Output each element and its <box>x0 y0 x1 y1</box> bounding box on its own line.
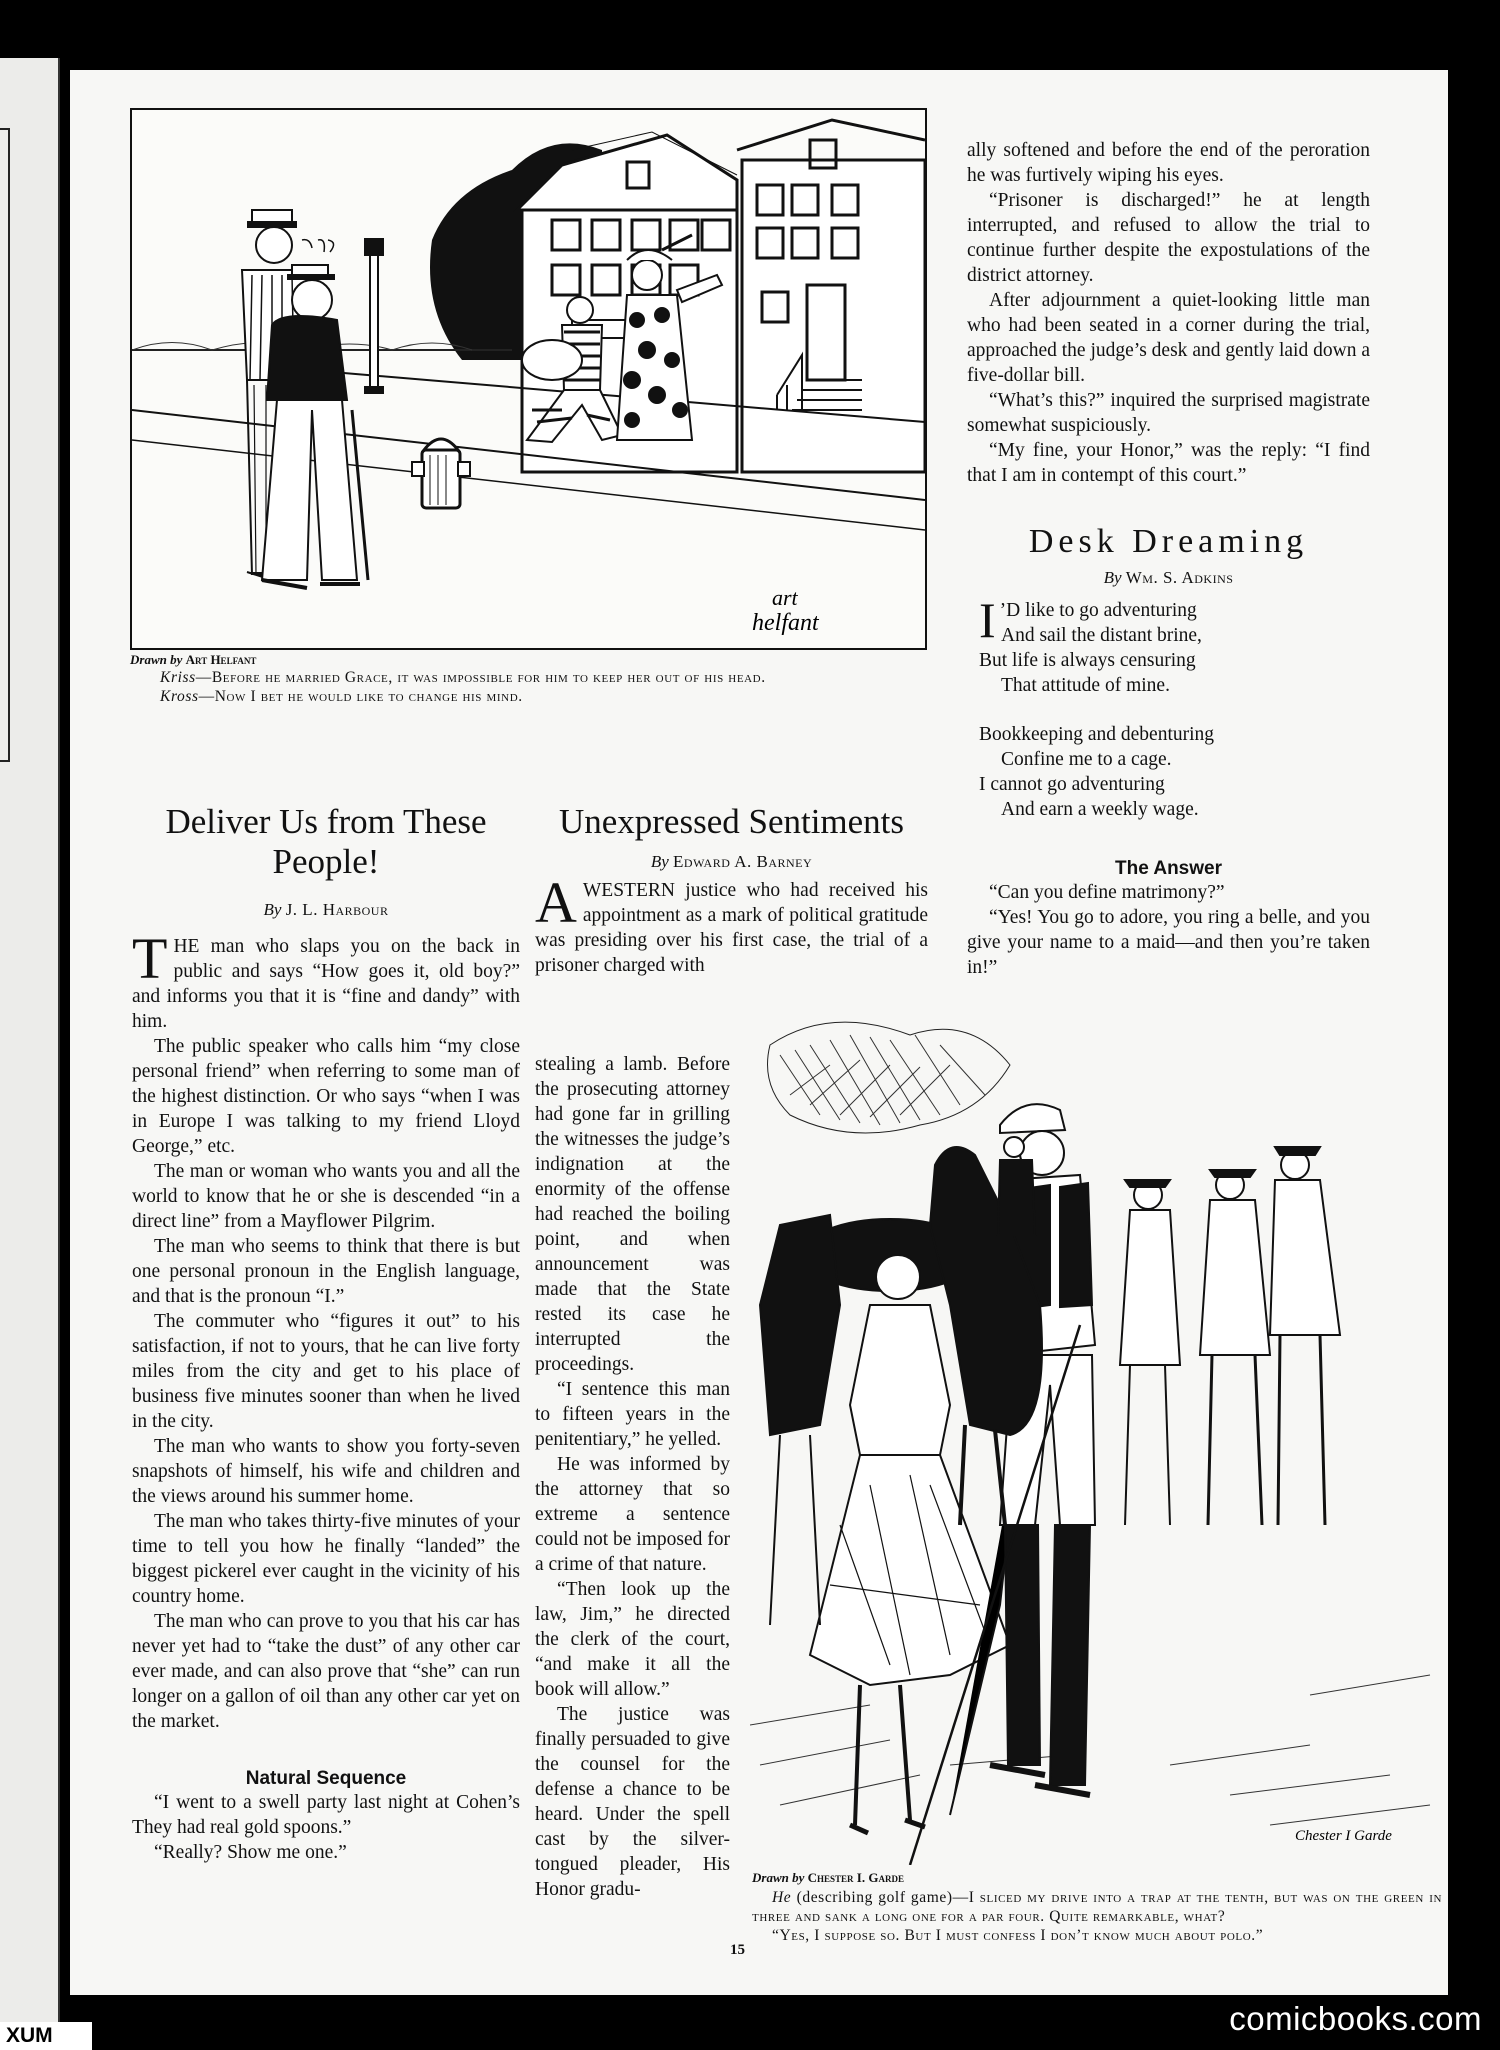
facing-page-edge <box>0 58 60 2043</box>
article-continuation: ally softened and before the end of the peroration he was furtively wiping his eyes. “Prisoner is discharged!” he at length interrupted, and refused to allow the trial to continue further despite the expostulations of the district attorney. After adjournment a quiet-looking little man who had been seated in a corner during the trial, approached the judge’s desk and gently laid down a five-dollar bill. “What’s this?” inquired the surprised magistrate somewhat suspiciously. “My fine, your Honor,” was the reply: “I find that I am in contempt of this court.” <box>967 140 1370 486</box>
cartoon-street-scene <box>130 108 927 650</box>
poem-desk-dreaming <box>967 522 1370 980</box>
cartoon-illustration <box>132 110 925 648</box>
illustration-caption: He (describing golf game)—I sliced my drive into a trap at the tenth, but was on the green in three and sank a long one for a par four. Quite remarkable, what? “Yes, I suppose so. But I must confess I don’t know much about polo.” <box>752 1889 1443 1944</box>
cartoon-credit: Drawn by Art Helfant <box>130 652 257 667</box>
article-body-first: AWESTERN justice who had received his appointment as a mark of political gratitude was presiding over his first case, the trial of a prisoner charged with <box>535 870 928 976</box>
article-unexpressed <box>535 802 928 978</box>
article-deliver-us <box>132 802 520 1865</box>
natural-sequence-body: “I went to a swell party last night at Cohen’s They had real gold spoons.” “Really? Show me one.” <box>132 1792 520 1863</box>
illustration-signature: Chester I Garde <box>1295 1828 1392 1844</box>
article-byline: By Edward A. Barney <box>650 852 813 871</box>
poem-title: Desk Dreaming <box>1028 523 1309 560</box>
natural-sequence-title: Natural Sequence <box>245 1768 407 1789</box>
corner-label: XUM <box>0 2022 92 2050</box>
article-body-narrow: stealing a lamb. Before the prosecuting attorney had gone far in grilling the witnesses the judge’s indignation at the enormity of the offense had reached the boiling point, and when announcement was made that the State rested its case he interrupted the proceedings. “I sentence this man to fifteen years in the penitentiary,” he yelled. He was informed by the attorney that so extreme a sentence could not be imposed for a crime of that nature. “Then look up the law, Jim,” he directed the clerk of the court, “and make it all the book will allow.” The justice was finally persuaded to give the counsel for the defense a chance to be heard. Under the spell cast by the silver-tongued pleader, His Honor gradu- <box>535 1054 730 1900</box>
article-title: Deliver Us from These People! <box>165 802 487 881</box>
drop-cap: T <box>132 926 168 991</box>
hydrant <box>412 439 470 508</box>
cartoon-signature-line2: helfant <box>752 610 819 636</box>
page-number: 15 <box>730 1942 745 1958</box>
article-title: Unexpressed Sentiments <box>558 802 905 841</box>
drop-cap: A <box>535 870 577 935</box>
polo-drawing <box>750 1005 1443 1865</box>
cartoon-signature-line1: art <box>772 585 798 610</box>
drop-cap: I <box>979 592 996 648</box>
article-byline: By J. L. Harbour <box>263 900 389 919</box>
poem-stanza-1: I ’D like to go adventuring And sail the distant brine, But life is always censuring That attitude of mine. <box>979 592 1202 696</box>
magazine-page <box>70 70 1448 1995</box>
cartoon-caption: Kriss—Before he married Grace, it was impossible for him to keep her out of his head. Kross—Now I bet he would like to change his mind. <box>160 669 766 705</box>
poem-byline: By Wm. S. Adkins <box>1103 568 1234 587</box>
poem-stanza-2: Bookkeeping and debenturing Confine me to a cage. I cannot go adventuring And earn a weekly wage. <box>979 724 1215 820</box>
site-watermark: comicbooks.com <box>1229 2000 1482 2037</box>
the-answer-title: The Answer <box>1115 858 1222 879</box>
the-answer-body: “Can you define matrimony?” “Yes! You go to adore, you ring a belle, and you give your name to a maid—and then you’re taken in!” <box>967 882 1370 978</box>
illustration-credit: Drawn by Chester I. Garde <box>752 1870 904 1885</box>
polo-illustration <box>750 1005 1443 1865</box>
article-body: THE man who slaps you on the back in public and says “How goes it, old boy?” and informs you that it is “fine and dandy” with him. The public speaker who calls him “my close personal friend” when referring to some man of the highest distinction. Or who says “when I was in Europe I was talking to my friend Lloyd George,” etc. The man or woman who wants you and all the world to know that he or she is descended “in a direct line” from a Mayflower Pilgrim. The man who seems to think that there is but one personal pronoun in the English language, and that is the pronoun “I.” The commuter who “figures it out” to his satisfaction, if not to yours, that he can live forty miles from the city and get to his place of business five minutes sooner than when he lived in the city. The man who wants to show you forty-seven snapshots of himself, his wife and children and the views around his summer home. The man who takes thirty-five minutes of your time to tell you how he finally “landed” the biggest pickerel ever caught in the vicinity of his country home. The man who can prove to you that his car has never yet had to “take the dust” of any other car ever made, and can also prove that “she” can run longer on a gallon of oil than any other car yet on the market. <box>132 926 520 1732</box>
